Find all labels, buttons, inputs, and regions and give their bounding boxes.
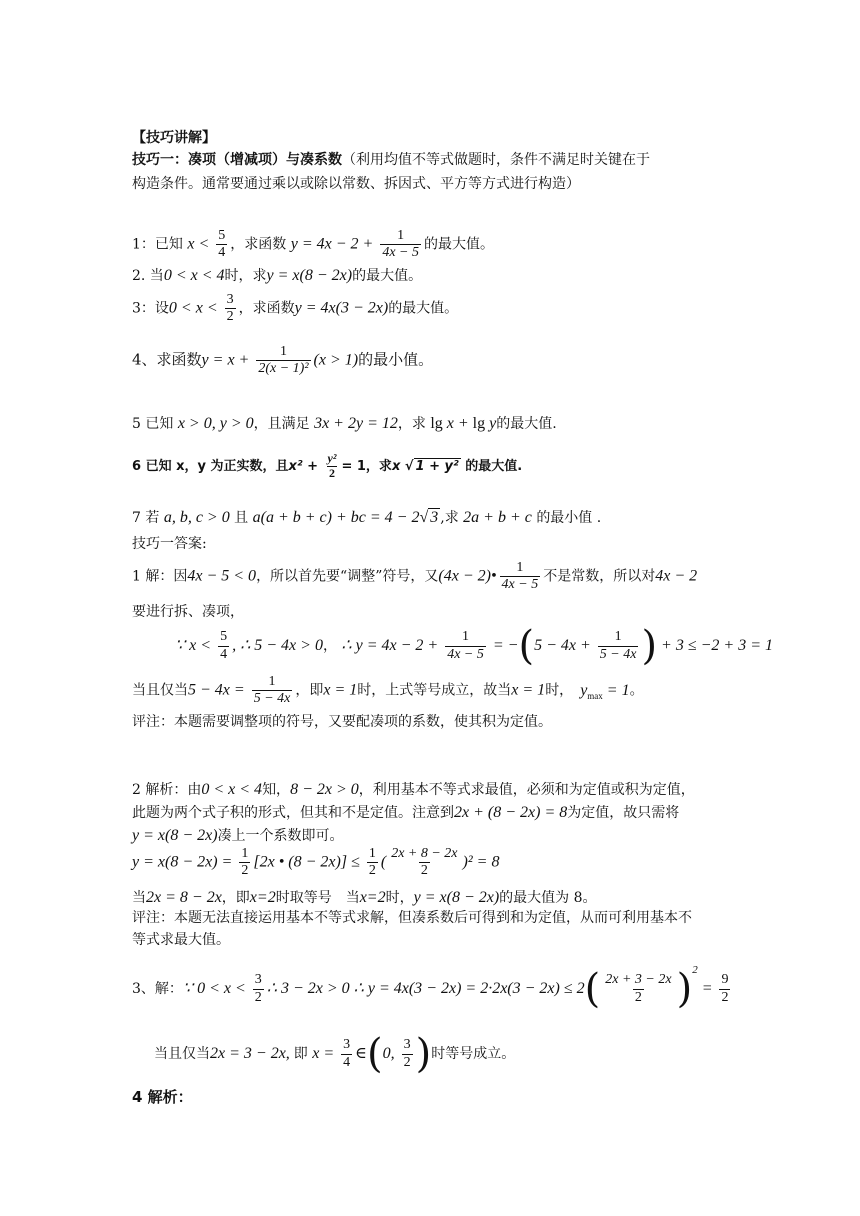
a3-since2: ∴ 3 − 2x > 0 ∴ y = 4x(3 − 2x) = 2·2x(3 − 2x) ≤ 2 xyxy=(266,980,585,997)
a2-cond: 0 < x < 4 xyxy=(201,781,263,798)
answer-2-line-5 xyxy=(132,888,597,907)
p6-t2: 的最大值. xyxy=(465,458,523,474)
a2-deriv3: ( xyxy=(380,853,387,871)
a2-deriv2: [2x • (8 − 2x)] ≤ xyxy=(253,853,364,871)
p6-eq: x² + xyxy=(288,458,323,474)
a2-deriv: y = x(8 − 2x) = xyxy=(132,853,237,871)
a1-prod: (4x − 2)• xyxy=(438,567,497,585)
a1-since: ∵ x < xyxy=(175,637,216,654)
a2-x2: x=2 xyxy=(249,889,276,906)
a1-deriv3: 5 − 4x + xyxy=(534,637,595,654)
a2-l2b: 为定值，故只需将 xyxy=(567,805,680,821)
p1-prefix: 1：已知 xyxy=(132,236,183,253)
a1-l4d: 时， xyxy=(545,682,567,699)
a3-eq: = xyxy=(697,980,717,997)
skill-note-2: 构造条件。通常要通过乘以或除以常数、拆因式、平方等方式进行构造） xyxy=(132,176,580,192)
a2-l5b: ，即 xyxy=(221,890,250,906)
a2-sum: 2x + (8 − 2x) = 8 xyxy=(454,804,568,821)
answer-1-comment: 评注：本题需要调整项的符号，又要配凑项的系数，使其积为定值。 xyxy=(132,714,552,730)
p5-expr: lg x + lg y xyxy=(430,415,497,432)
a3-since: ∵ 0 < x < xyxy=(182,980,250,997)
p3-func: y = 4x(3 − 2x) xyxy=(294,299,389,317)
problem-1 xyxy=(132,228,494,261)
p4-prefix: 4、求函数 xyxy=(132,350,202,369)
p6-frac: $\frac{\text{y²}}{2}$ xyxy=(327,451,337,480)
a2-l1b: 知， xyxy=(262,782,291,798)
a3-frac5: $\frac{3}{2}$ xyxy=(403,1037,411,1070)
a1-x1b: x = 1 xyxy=(511,681,546,699)
p2-t2: 的最大值。 xyxy=(352,268,423,284)
a1-deriv2: = − xyxy=(488,637,519,654)
a3-eq3: x = xyxy=(312,1045,339,1062)
a1-frac2: $\frac{5}{4}$ xyxy=(220,629,228,662)
a1-ymax: $y_{max} = 1$ xyxy=(580,681,630,701)
answer-1-line-4: 当且仅当5 − 4x = $\frac{1}{5 - 4x}$ ，即x = 1时，上式等号成立，故当x = 1时， $y_{max} = 1$。 xyxy=(132,674,644,707)
p7-t3: 的最小值 . xyxy=(536,510,602,526)
p5-eq: 3x + 2y = 12 xyxy=(314,415,398,432)
a2-l5c: 时取等号 当 xyxy=(275,890,360,906)
a2-func2: y = x(8 − 2x) xyxy=(413,889,500,906)
problem-2 xyxy=(132,266,422,285)
a1-frac5: $\frac{1}{5 - 4x}$ xyxy=(253,674,291,707)
problem-5 xyxy=(132,414,557,433)
p3-frac: $\frac{3}{2}$ xyxy=(226,292,234,325)
a2-deriv4: )² = 8 xyxy=(462,853,500,871)
p1-t2: 的最大值。 xyxy=(424,236,494,253)
a3-frac3: $\frac{9}{2}$ xyxy=(721,972,729,1005)
p3-t1: ，求函数 xyxy=(238,300,295,317)
a1-since2: , ∴ 5 − 4x > 0 xyxy=(232,637,323,654)
p1-func: y = 4x − 2 + xyxy=(290,235,378,253)
a2-frac: $\frac{1}{2}$ xyxy=(241,846,249,879)
a3-int: 0, xyxy=(382,1045,399,1062)
a2-func: y = x(8 − 2x) xyxy=(132,827,218,844)
section-title: 【技巧讲解】 xyxy=(132,130,216,146)
skill-heading: 技巧一：凑项（增减项）与凑系数 xyxy=(132,152,342,168)
p7-eq: a(a + b + c) + bc = 4 − 2√ 3 xyxy=(252,509,439,526)
a1-x1: x = 1 xyxy=(323,681,358,699)
answer-3-line-2: 当且仅当2x = 3 − 2x, 即 x = $\frac{3}{4}$ ∈(0, $\frac{3}{2}$ )时等号成立。 xyxy=(154,1031,516,1077)
answer-1-line-3: ∵ x < $\frac{5}{4}$ , ∴ 5 − 4x > 0， ∴ y = 4x − 2 + $\frac{1}{4x - 5}$ = −(5 − 4x + $\frac{1}{5 - 4x}$ ) + 3 ≤ −2 + 3 = 1 xyxy=(175,623,774,669)
p4-frac: $\frac{1}{\text{2(x − 1)²}}$ xyxy=(258,344,309,377)
a3-frac2: $\frac{2x + 3 - 2x}{2}$ xyxy=(605,972,672,1005)
a3-eq2: 2x = 3 − 2x, xyxy=(210,1045,294,1062)
a2-l5d: 时， xyxy=(385,890,414,906)
problem-7 xyxy=(132,508,601,527)
answer-1-line-1 xyxy=(132,560,697,593)
p6-expr: x √ 1 + y² xyxy=(391,458,459,474)
answer-3-line-1: 3、解：∵ 0 < x < $\frac{3}{2}$ ∴ 3 − 2x > 0 ∴ y = 4x(3 − 2x) = 2·2x(3 − 2x) ≤ 2( $\frac{2x + 3 - 2x}{2}$ )$^2$ = $\frac{9}{2}$ xyxy=(132,964,729,1012)
a1-l4a: 当且仅当 xyxy=(132,682,188,699)
skill-note-1: （利用均值不等式做题时，条件不满足时关键在于 xyxy=(342,152,650,168)
a3-sq: 2 xyxy=(692,964,698,976)
a1-deriv: ∴ y = 4x − 2 + xyxy=(341,637,443,654)
p5-t1: ，且满足 xyxy=(253,416,310,432)
a1-frac: $\frac{1}{4x - 5}$ xyxy=(501,560,539,593)
p7-expr: 2a + b + c xyxy=(463,509,532,526)
p1-frac: $\frac{5}{4}$ xyxy=(218,228,226,261)
a1-eq: 5 − 4x = xyxy=(188,681,249,699)
p6-eq2: = 1 xyxy=(341,458,366,474)
p6-t1: ，求 xyxy=(365,458,392,474)
p1-t1: ，求函数 xyxy=(230,236,287,253)
answer-2-line-3 xyxy=(132,826,344,845)
answer-2-comment-1: 评注：本题无法直接运用基本不等式求解，但凑系数后可得到和为定值，从而可利用基本不 xyxy=(132,910,692,926)
p2-cond: 0 < x < 4 xyxy=(163,267,225,284)
a1-frac3: $\frac{1}{4x - 5}$ xyxy=(447,629,484,662)
a2-l5a: 当 xyxy=(132,890,146,906)
a1-deriv4: + 3 ≤ −2 + 3 = 1 xyxy=(657,637,774,654)
a2-l5e: 的最大值为 8。 xyxy=(499,890,597,906)
answer-1-line-2: 要进行拆、凑项， xyxy=(132,604,244,620)
p1-frac2: $\frac{1}{4x - 5}$ xyxy=(382,228,419,261)
p6-prefix: 6 已知 x，y 为正实数，且 xyxy=(132,458,289,474)
p2-prefix: 2. 当 xyxy=(132,268,164,284)
a2-x2b: x=2 xyxy=(359,889,386,906)
a3-l2b: 时等号成立。 xyxy=(431,1046,516,1062)
p5-prefix: 5 已知 xyxy=(132,416,174,432)
answers-title: 技巧一答案: xyxy=(132,536,207,552)
a1-l1c: 不是常数，所以对 xyxy=(543,568,656,585)
a2-frac2: $\frac{1}{2}$ xyxy=(368,846,376,879)
a2-ineq: 8 − 2x > 0 xyxy=(290,781,359,798)
p1-cond: x < xyxy=(187,235,214,253)
p7-t2: ,求 xyxy=(440,510,459,526)
a3-in: ∈ xyxy=(355,1045,367,1062)
a1-l4b: ，即 xyxy=(295,682,324,699)
p7-prefix: 7 若 xyxy=(132,510,160,526)
a1-ineq: 4x − 5 < 0 xyxy=(187,567,257,585)
a1-l1a: 1 解：因 xyxy=(132,568,188,585)
a2-l2a: 此题为两个式子积的形式，但其和不是定值。注意到 xyxy=(132,805,454,821)
answer-2-line-1 xyxy=(132,780,695,799)
answer-2-line-2 xyxy=(132,803,679,822)
p2-func: y = x(8 − 2x) xyxy=(266,267,353,284)
a3-l2a: 当且仅当 xyxy=(154,1046,210,1062)
a3-frac: $\frac{3}{2}$ xyxy=(254,972,262,1005)
a1-l4c: 时，上式等号成立，故当 xyxy=(357,682,512,699)
p5-cond: x > 0, y > 0 xyxy=(177,415,254,432)
p2-t1: 时，求 xyxy=(224,268,267,284)
a1-frac4: $\frac{1}{5 - 4x}$ xyxy=(599,629,637,662)
p5-t2: ，求 xyxy=(397,416,426,432)
a2-frac3: $\frac{2x + 8 - 2x}{2}$ xyxy=(391,846,458,879)
a1-l1b: ，所以首先要“调整”符号，又 xyxy=(256,568,439,585)
a2-l1c: ，利用基本不等式求最值，必须和为定值或积为定值， xyxy=(358,782,695,798)
a1-expr: 4x − 2 xyxy=(655,567,698,585)
answer-2-comment-2: 等式求最大值。 xyxy=(132,932,230,948)
problem-4 xyxy=(132,344,433,377)
problem-3 xyxy=(132,292,458,325)
answer-2-line-4 xyxy=(132,846,499,879)
a2-l3: 凑上一个系数即可。 xyxy=(217,828,344,844)
p4-t2: 的最小值。 xyxy=(358,350,434,369)
answer-4-title: 4 解析： xyxy=(132,1088,193,1106)
a2-l1a: 2 解析：由 xyxy=(132,782,202,798)
skill-heading-line xyxy=(132,152,650,169)
p4-func: y = x + xyxy=(201,351,254,369)
a3-prefix: 3、解： xyxy=(132,981,183,997)
a2-eq: 2x = 8 − 2x xyxy=(146,889,222,906)
p3-t2: 的最大值。 xyxy=(388,300,459,317)
p7-cond: a, b, c > 0 xyxy=(163,509,230,526)
p5-t3: 的最大值. xyxy=(496,416,557,432)
a3-frac4: $\frac{3}{4}$ xyxy=(343,1037,351,1070)
p7-t1: 且 xyxy=(234,510,249,526)
p3-cond: 0 < x < xyxy=(168,299,222,317)
p4-cond: (x > 1) xyxy=(313,351,359,369)
p3-prefix: 3：设 xyxy=(132,300,169,317)
problem-6 xyxy=(132,452,522,481)
